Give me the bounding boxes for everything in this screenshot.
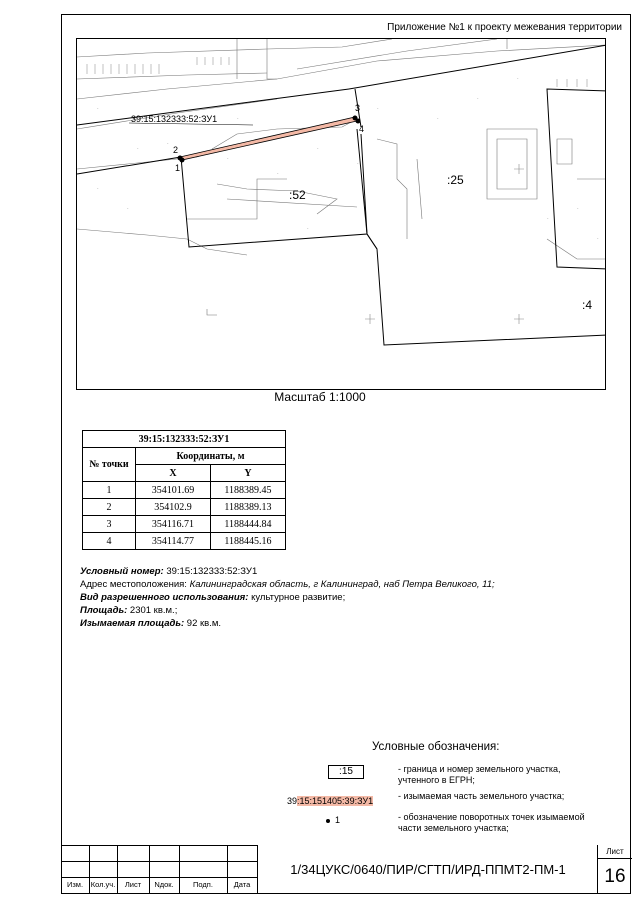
- cell-y: 1188389.45: [211, 482, 286, 499]
- stamp-header-list: Лист: [124, 880, 142, 889]
- area-value: 2301 кв.м.;: [127, 605, 178, 616]
- stamp-header-data: Дата: [233, 880, 251, 889]
- cell-y: 1188389.13: [211, 499, 286, 516]
- point-label-2: 2: [173, 145, 179, 155]
- parcel-label-25: :25: [447, 173, 464, 187]
- sheet-number: 16: [604, 866, 626, 887]
- parcel-label-4: :4: [582, 298, 593, 312]
- stamp-header-izm: Изм.: [66, 880, 84, 889]
- svg-text:.: .: [517, 75, 519, 81]
- use-label: Вид разрешенного использования:: [80, 592, 249, 603]
- legend-withdrawn-prefix: 39: [287, 796, 298, 806]
- point-marker: [180, 158, 185, 163]
- stamp-header-kol: Кол.уч.: [90, 880, 116, 889]
- table-row: [83, 499, 286, 516]
- cell-n: 3: [83, 516, 136, 533]
- cell-x: 354102.9: [136, 499, 211, 516]
- svg-text:.: .: [377, 105, 379, 111]
- legend-point-number: 1: [335, 815, 341, 825]
- map-scale: Масштаб 1:1000: [274, 390, 366, 404]
- cell-x: 354116.71: [136, 516, 211, 533]
- cond-value: 39:15:132333:52:ЗУ1: [163, 566, 258, 577]
- table-row: [83, 533, 286, 550]
- cell-n: 4: [83, 533, 136, 550]
- parcel-label-52: :52: [289, 188, 306, 202]
- table-title: 39:15:132333:52:ЗУ1: [83, 431, 286, 448]
- svg-text:.: .: [597, 235, 599, 241]
- legend-withdrawn-symbol: [287, 796, 373, 806]
- cell-y: 1188445.16: [211, 533, 286, 550]
- legend-parcel-symbol: :15: [328, 765, 364, 779]
- stamp-grid: [61, 845, 257, 894]
- legend-title: Условные обозначения:: [372, 741, 500, 753]
- sheet-label: Лист: [598, 845, 632, 859]
- svg-text:.: .: [357, 160, 359, 166]
- col-x-header: X: [136, 465, 211, 482]
- withdrawn-value: 92 кв.м.: [184, 618, 222, 629]
- svg-text:.: .: [547, 215, 549, 221]
- svg-text:.: .: [167, 140, 169, 146]
- svg-text:.: .: [227, 155, 229, 161]
- svg-text:.: .: [317, 145, 319, 151]
- sheet-box: [597, 845, 632, 894]
- svg-text:.: .: [477, 95, 479, 101]
- addr-value: Калининградская область, г Калининград, наб Петра Великого, 11;: [186, 579, 495, 590]
- col-y-header: Y: [211, 465, 286, 482]
- parcel-info: [80, 565, 495, 630]
- legend-text-line: - граница и номер земельного участка,: [398, 764, 561, 774]
- legend-text-line: части земельного участка;: [398, 823, 509, 833]
- cond-label: Условный номер:: [80, 566, 164, 577]
- cell-x: 354114.77: [136, 533, 211, 550]
- stamp-header-podp: Подп.: [193, 880, 213, 889]
- appendix-title: Приложение №1 к проекту межевания территории: [387, 22, 622, 33]
- table-row: [83, 482, 286, 499]
- svg-text:.: .: [237, 115, 239, 121]
- point-label-4: 4: [359, 124, 365, 134]
- svg-text:.: .: [127, 205, 129, 211]
- legend-parcel-text: [398, 764, 561, 786]
- cell-y: 1188444.84: [211, 516, 286, 533]
- legend-point-text: [398, 812, 585, 834]
- svg-text:.: .: [97, 185, 99, 191]
- svg-text:.: .: [437, 115, 439, 121]
- table-row: [83, 516, 286, 533]
- cell-n: 2: [83, 499, 136, 516]
- legend-text-line: - обозначение поворотных точек изымаемой: [398, 812, 585, 822]
- point-label-1: 1: [175, 163, 181, 173]
- svg-text:.: .: [277, 170, 279, 176]
- cadastral-map: [76, 38, 606, 390]
- point-marker: [356, 119, 361, 124]
- title-block: [61, 845, 631, 894]
- cell-x: 354101.69: [136, 482, 211, 499]
- legend-point-symbol: [326, 815, 340, 825]
- svg-text:.: .: [137, 145, 139, 151]
- map-drawing: [77, 39, 606, 390]
- document-code: 1/34ЦУКС/0640/ПИР/СГТП/ИРД-ППМТ2-ПМ-1: [257, 845, 598, 894]
- withdrawn-label: Изымаемая площадь:: [80, 618, 185, 629]
- addr-label: Адрес местоположения:: [80, 579, 187, 590]
- area-label: Площадь:: [80, 605, 128, 616]
- point-label-3: 3: [355, 103, 361, 113]
- map-cadastral-label: 39:15:132333:52:ЗУ1: [131, 114, 218, 124]
- coordinates-table: [82, 430, 286, 550]
- col-coords-header: Координаты, м: [136, 448, 286, 465]
- svg-text:.: .: [577, 205, 579, 211]
- cell-n: 1: [83, 482, 136, 499]
- point-dot-icon: [326, 819, 330, 823]
- svg-text:.: .: [307, 225, 309, 231]
- legend-text-line: учтенного в ЕГРН;: [398, 775, 475, 785]
- legend-withdrawn-highlight: :15:151405:39:ЗУ1: [297, 796, 374, 806]
- legend-withdrawn-text: - изымаемая часть земельного участка;: [398, 791, 565, 801]
- use-value: культурное развитие;: [248, 592, 346, 603]
- svg-text:.: .: [97, 105, 99, 111]
- col-point-header: № точки: [83, 448, 136, 482]
- stamp-header-ndok: Nдок.: [154, 880, 174, 889]
